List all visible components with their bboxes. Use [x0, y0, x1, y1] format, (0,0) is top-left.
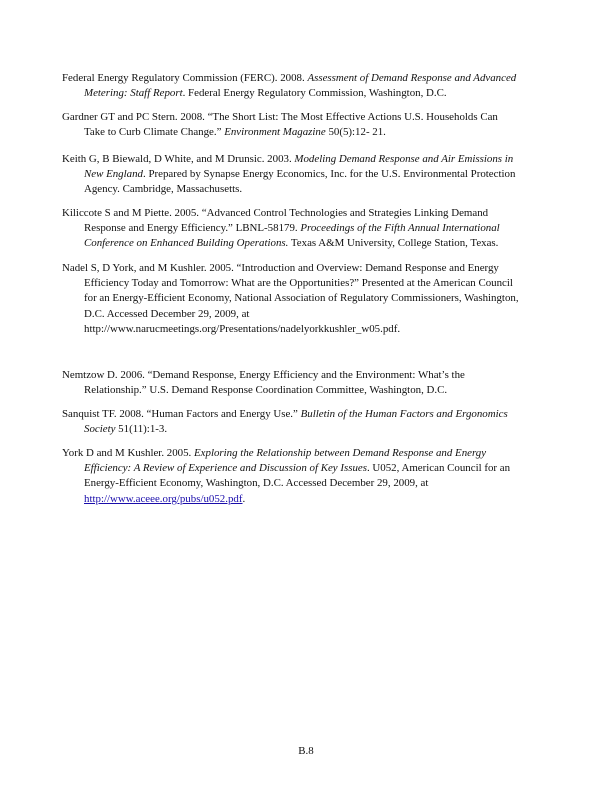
reference-title: Proceedings of the Fifth Annual International: [300, 222, 500, 235]
reference-text: http://www.narucmeetings.org/Presentations/nadelyorkkushler_w05.pdf.: [84, 322, 401, 335]
reference-text: .: [242, 492, 246, 505]
reference-text: 51(11):1-3.: [115, 423, 168, 436]
reference-line: [62, 291, 552, 306]
reference-line: [62, 236, 552, 251]
reference-text: Relationship.” U.S. Demand Response Coordination Committee, Washington, D.C.: [84, 384, 448, 397]
reference-title: Bulletin of the Human Factors and Ergonomics: [300, 408, 508, 420]
reference-title: New England: [84, 168, 143, 181]
reference-title: Efficiency: A Review of Experience and Discussion of Key Issues: [84, 462, 367, 475]
reference-title: Assessment of Demand Response and Advanced: [307, 72, 517, 84]
page-number: B.8: [298, 745, 314, 757]
reference-text: Nemtzow D. 2006. “Demand Response, Energy Efficiency and the Environment: What’s the: [62, 369, 465, 381]
reference-title: Conference on Enhanced Building Operations.: [84, 237, 289, 250]
reference-title: Society: [84, 423, 116, 436]
reference-text: D.C. Accessed December 29, 2009, at: [84, 307, 250, 320]
reference-title: Exploring the Relationship between Demand Response and Energy: [194, 447, 487, 459]
reference-text: Energy-Efficient Economy, Washington, D.C. Accessed December 29, 2009, at: [84, 477, 429, 490]
reference-entry: [62, 152, 552, 198]
reference-line: [62, 422, 552, 437]
reference-entry: [62, 446, 552, 507]
reference-entry: [62, 71, 552, 101]
reference-text: Efficiency Today and Tomorrow: What are the Opportunities?” Presented at the American Council: [84, 277, 513, 290]
reference-title: Environment Magazine: [224, 126, 326, 139]
reference-line: [62, 276, 552, 291]
reference-link[interactable]: http://www.aceee.org/pubs/u052.pdf: [84, 492, 243, 505]
reference-text: Kiliccote S and M Piette. 2005. “Advanced Control Technologies and Strategies Linking Demand: [62, 207, 489, 219]
reference-line: [62, 167, 552, 182]
reference-text: Texas A&M University, College Station, Texas.: [288, 237, 499, 250]
reference-text: Keith G, B Biewald, D White, and M Drunsic. 2003.: [62, 153, 295, 165]
reference-entry: [62, 407, 552, 437]
reference-line: [62, 407, 552, 422]
reference-line: [62, 206, 552, 221]
reference-entry: [62, 368, 552, 398]
reference-text: Response and Energy Efficiency.” LBNL-58179.: [84, 222, 301, 235]
reference-text: Nadel S, D York, and M Kushler. 2005. “Introduction and Overview: Demand Response and Energy: [62, 262, 499, 274]
reference-line: [62, 476, 552, 491]
reference-line: [62, 182, 552, 197]
reference-text: Take to Curb Climate Change.”: [84, 126, 225, 139]
reference-line: [62, 446, 552, 461]
reference-line: [62, 261, 552, 276]
reference-line: [62, 152, 552, 167]
reference-text: Gardner GT and PC Stern. 2008. “The Short List: The Most Effective Actions U.S. Households Can: [62, 111, 498, 123]
reference-text: Sanquist TF. 2008. “Human Factors and Energy Use.”: [62, 408, 301, 420]
reference-title: Metering: Staff Report: [84, 87, 183, 100]
reference-entry: [62, 261, 552, 337]
reference-line: [62, 125, 552, 140]
reference-line: [62, 461, 552, 476]
reference-line: [62, 383, 552, 398]
reference-text: for an Energy-Efficient Economy, National Association of Regulatory Commissioners, Washington,: [84, 292, 519, 305]
reference-text: . Prepared by Synapse Energy Economics, Inc. for the U.S. Environmental Protection: [143, 168, 516, 181]
reference-text: Federal Energy Regulatory Commission (FERC). 2008.: [62, 72, 308, 84]
reference-title: Modeling Demand Response and Air Emissions in: [294, 153, 514, 165]
reference-line: [62, 322, 552, 337]
reference-line: [62, 86, 552, 101]
reference-entry: [62, 206, 552, 252]
reference-text: Agency. Cambridge, Massachusetts.: [84, 183, 243, 196]
reference-entry: [62, 110, 552, 140]
reference-text: . U052, American Council for an: [366, 462, 511, 475]
reference-line: [62, 221, 552, 236]
reference-text: York D and M Kushler. 2005.: [62, 447, 195, 459]
reference-line: [62, 71, 552, 86]
reference-text: 50(5):12- 21.: [325, 126, 386, 139]
reference-line: [62, 368, 552, 383]
reference-line: [62, 307, 552, 322]
reference-text: . Federal Energy Regulatory Commission, Washington, D.C.: [182, 87, 447, 100]
reference-line: [62, 110, 552, 125]
reference-line: [62, 492, 552, 507]
